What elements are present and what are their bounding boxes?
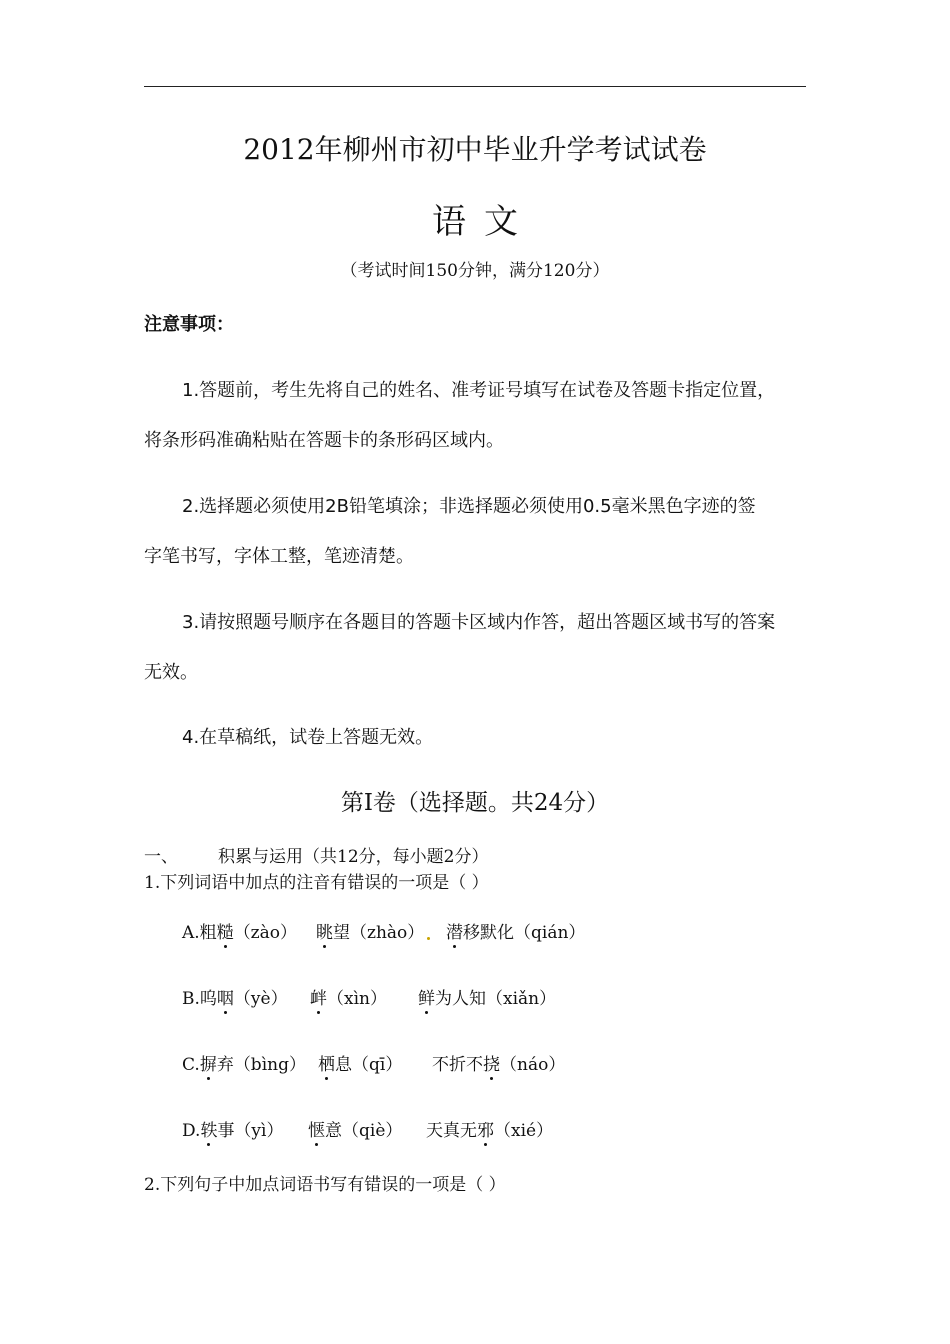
option-a-word-2: 眺望（zhào） xyxy=(316,918,424,943)
option-b-word-3: 鲜为人知（xiǎn） xyxy=(418,984,556,1009)
question-2-stem: 2.下列句子中加点词语书写有错误的一项是（ ） xyxy=(144,1175,506,1195)
top-rule xyxy=(144,86,806,87)
option-d-word-3: 天真无邪（xié） xyxy=(426,1116,553,1141)
notice-item-4: 4.在草稿纸，试卷上答题无效。 xyxy=(182,727,434,748)
stray-dot xyxy=(424,922,433,942)
question-1-stem: 1.下列词语中加点的注音有错误的一项是（ ） xyxy=(144,873,489,893)
notice-item-2-line-1: 2.选择题必须使用2B铅笔填涂；非选择题必须使用0.5毫米黑色字迹的签 xyxy=(182,496,756,517)
question-1-option-b xyxy=(0,984,950,1014)
question-1-option-a xyxy=(0,918,950,948)
notice-heading: 注意事项： xyxy=(144,314,234,335)
option-c-word-2: 栖息（qī） xyxy=(318,1050,402,1075)
part-number: 一、 xyxy=(144,847,178,867)
part-heading xyxy=(144,842,488,867)
section-title: 第Ⅰ卷（选择题。共24分） xyxy=(340,790,610,816)
notice-item-1-line-2: 将条形码准确粘贴在答题卡的条形码区域内。 xyxy=(144,430,504,451)
exam-title: 2012年柳州市初中毕业升学考试试卷 xyxy=(243,133,707,166)
option-c-word-3: 不折不挠（náo） xyxy=(432,1050,565,1075)
option-d-word-2: 惬意（qiè） xyxy=(308,1116,402,1141)
notice-item-1-line-1: 1.答题前，考生先将自己的姓名、准考证号填写在试卷及答题卡指定位置， xyxy=(182,380,776,401)
notice-item-2-line-2: 字笔书写，字体工整，笔迹清楚。 xyxy=(144,546,414,567)
option-b-word-1: B.呜咽（yè） xyxy=(182,984,288,1009)
option-a-word-3: 潜移默化（qián） xyxy=(446,918,585,943)
notice-item-3-line-1: 3.请按照题号顺序在各题目的答题卡区域内作答，超出答题区域书写的答案 xyxy=(182,612,776,633)
question-1-option-d xyxy=(0,1116,950,1146)
option-a-word-1: A.粗糙（zào） xyxy=(182,918,297,943)
notice-item-3-line-2: 无效。 xyxy=(144,662,198,683)
option-b-word-2: 衅（xìn） xyxy=(310,984,387,1009)
option-c-word-1: C.摒弃（bìng） xyxy=(182,1050,306,1075)
option-d-word-1: D.轶事（yì） xyxy=(182,1116,283,1141)
question-1-option-c xyxy=(0,1050,950,1080)
exam-time-info: （考试时间150分钟，满分120分） xyxy=(340,261,610,281)
exam-subject: 语文 xyxy=(432,202,536,242)
part-title: 积累与运用（共12分，每小题2分） xyxy=(218,847,489,867)
